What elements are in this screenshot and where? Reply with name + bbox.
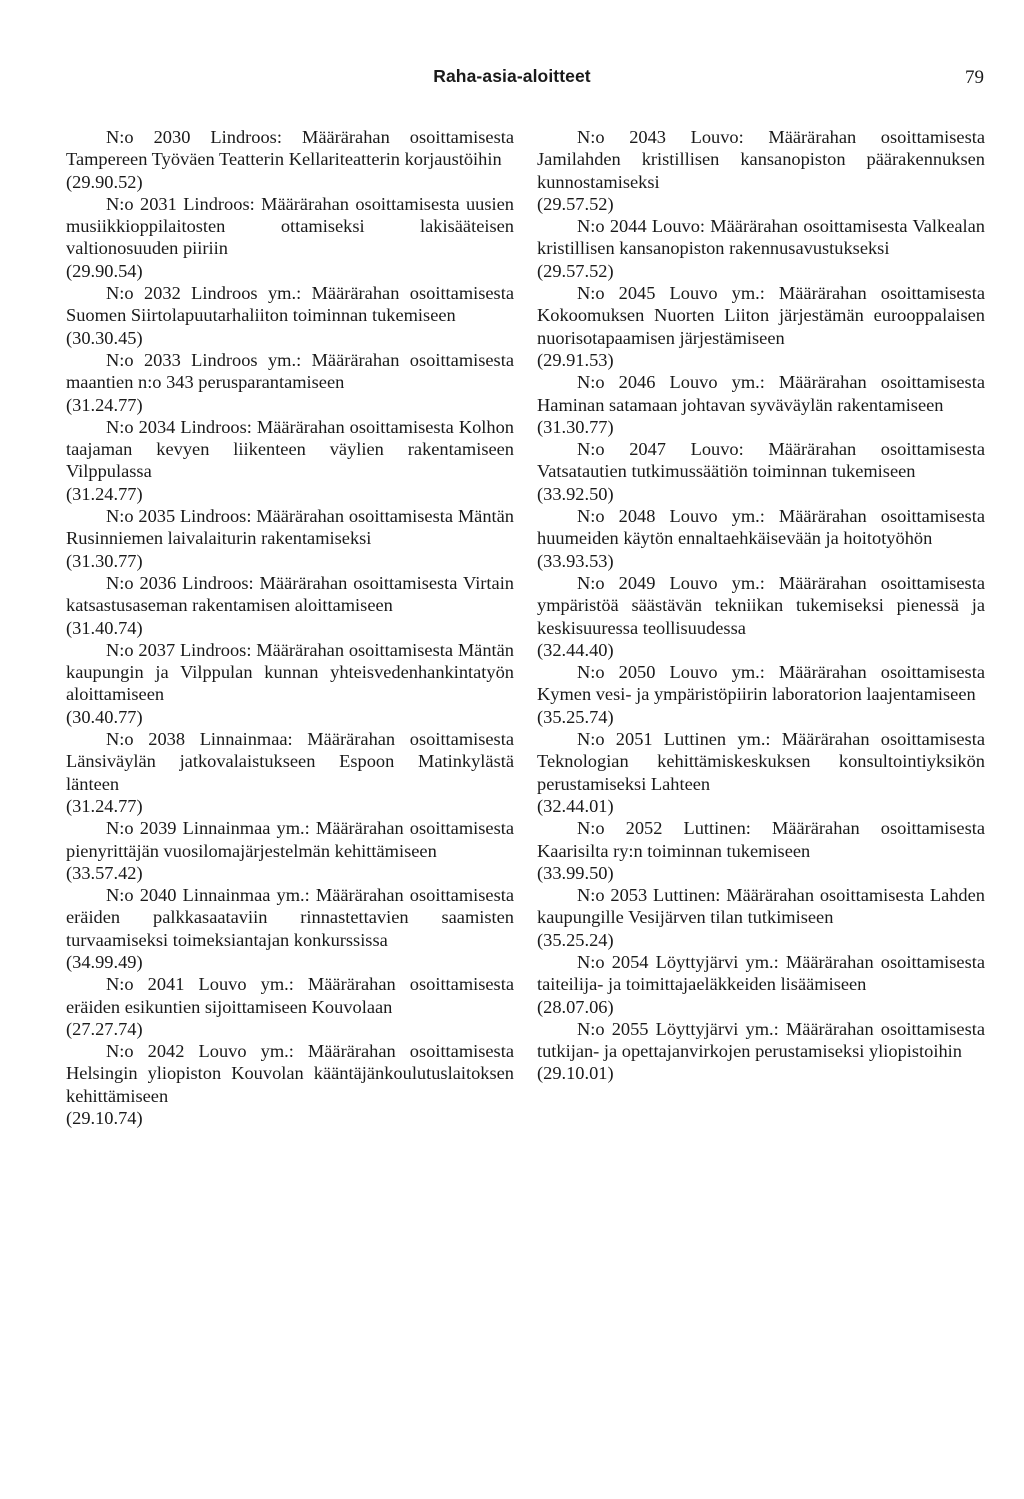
entry-text: N:o 2035 Lindroos: Määrärahan osoittamisesta Mäntän Rusinniemen laivalaiturin rakentamiseksi <box>66 506 514 549</box>
entry-text: N:o 2053 Luttinen: Määrärahan osoittamisesta Lahden kaupungille Vesijärven tilan tutkimiseen <box>537 885 985 928</box>
entry-code: (31.30.77) <box>537 416 614 437</box>
entry-2051 <box>537 728 985 817</box>
entry-2046 <box>537 371 985 438</box>
entry-code: (30.40.77) <box>66 706 143 727</box>
entry-2039 <box>66 817 514 884</box>
entry-2043 <box>537 126 985 215</box>
entry-2040 <box>66 884 514 973</box>
entry-code: (32.44.40) <box>537 639 614 660</box>
entry-code: (29.57.52) <box>537 193 614 214</box>
page-number: 79 <box>965 67 984 88</box>
entry-2034 <box>66 416 514 505</box>
entry-code: (32.44.01) <box>537 795 614 816</box>
entry-code: (30.30.45) <box>66 327 143 348</box>
entry-2030 <box>66 126 514 193</box>
entry-text: N:o 2030 Lindroos: Määrärahan osoittamisesta Tampereen Työväen Teatterin Kellariteatterin korjaustöihin <box>66 127 514 170</box>
entry-text: N:o 2050 Louvo ym.: Määrärahan osoittamisesta Kymen vesi- ja ympäristöpiirin laboratorion laajentamiseen <box>537 662 985 705</box>
entry-2048 <box>537 505 985 572</box>
entry-text: N:o 2055 Löyttyjärvi ym.: Määrärahan osoittamisesta tutkijan- ja opettajanvirkojen perustamiseksi yliopistoihin <box>537 1018 985 1062</box>
entry-code: (33.93.53) <box>537 550 614 571</box>
right-column <box>537 126 985 1085</box>
entry-2038 <box>66 728 514 817</box>
entry-code: (31.40.74) <box>66 617 143 638</box>
entry-text: N:o 2042 Louvo ym.: Määrärahan osoittamisesta Helsingin yliopiston Kouvolan kääntäjänkoulutuslaitoksen kehittämiseen <box>66 1041 514 1106</box>
entry-code: (34.99.49) <box>66 951 143 972</box>
entry-code: (33.99.50) <box>537 862 614 883</box>
entry-2054 <box>537 951 985 1018</box>
entry-2044 <box>537 215 985 282</box>
page-header-title: Raha-asia-aloitteet <box>433 66 591 86</box>
entry-2031 <box>66 193 514 282</box>
entry-code: (33.57.42) <box>66 862 143 883</box>
entry-text: N:o 2039 Linnainmaa ym.: Määrärahan osoittamisesta pienyrittäjän vuosilomajärjestelmän kehittämiseen <box>66 818 514 861</box>
entry-text: N:o 2045 Louvo ym.: Määrärahan osoittamisesta Kokoomuksen Nuorten Liiton järjestämän eurooppalaisen nuorisotapaamisen järjestämiseen <box>537 283 985 348</box>
entry-text: N:o 2032 Lindroos ym.: Määrärahan osoittamisesta Suomen Siirtolapuutarhaliiton toiminnan tukemiseen <box>66 283 514 326</box>
entry-text: N:o 2048 Louvo ym.: Määrärahan osoittamisesta huumeiden käytön ennaltaehkäisevään ja hoitotyöhön <box>537 506 985 549</box>
entry-2032 <box>66 282 514 349</box>
entry-code: (27.27.74) <box>66 1018 143 1039</box>
entry-text: N:o 2031 Lindroos: Määrärahan osoittamisesta uusien musiikkioppilaitosten ottamiseksi lakisääteisen valtionosuuden piiriin <box>66 193 514 259</box>
entry-text: N:o 2040 Linnainmaa ym.: Määrärahan osoittamisesta eräiden palkkasaataviin rinnastettavien saamisten turvaamiseksi toimeksiantajan konkurssissa <box>66 885 514 950</box>
entry-code: (29.10.01) <box>537 1063 614 1084</box>
entry-2045 <box>537 282 985 371</box>
entry-text: N:o 2054 Löyttyjärvi ym.: Määrärahan osoittamisesta taiteilija- ja toimittajaeläkkeiden lisäämiseen <box>537 951 985 995</box>
entry-text: N:o 2046 Louvo ym.: Määrärahan osoittamisesta Haminan satamaan johtavan syväväylän rakentamiseen <box>537 372 985 415</box>
entry-2033 <box>66 349 514 416</box>
entry-text: N:o 2036 Lindroos: Määrärahan osoittamisesta Virtain katsastusaseman rakentamisen aloittamiseen <box>66 572 514 616</box>
entry-code: (28.07.06) <box>537 996 614 1017</box>
entry-code: (29.57.52) <box>537 260 614 281</box>
entry-code: (31.24.77) <box>66 483 143 504</box>
entry-text: N:o 2033 Lindroos ym.: Määrärahan osoittamisesta maantien n:o 343 perusparantamiseen <box>66 349 514 393</box>
entry-code: (29.90.54) <box>66 260 143 281</box>
entry-text: N:o 2044 Louvo: Määrärahan osoittamisesta Valkealan kristillisen kansanopiston rakennusavustukseksi <box>537 216 985 259</box>
entry-2037 <box>66 639 514 728</box>
entry-2035 <box>66 505 514 572</box>
entry-text: N:o 2049 Louvo ym.: Määrärahan osoittamisesta ympäristöä säästävän tekniikan tukemiseksi pienessä ja keskisuuressa teollisuudessa <box>537 572 985 638</box>
entry-text: N:o 2047 Louvo: Määrärahan osoittamisesta Vatsatautien tutkimussäätiön toiminnan tukemiseen <box>537 439 985 482</box>
entry-2047 <box>537 438 985 505</box>
entry-2052 <box>537 817 985 884</box>
entry-text: N:o 2051 Luttinen ym.: Määrärahan osoittamisesta Teknologian kehittämiskeskuksen konsultointiyksikön perustamiseksi Lahteen <box>537 729 985 794</box>
entry-2041 <box>66 973 514 1040</box>
entry-text: N:o 2038 Linnainmaa: Määrärahan osoittamisesta Länsiväylän jatkovalaistukseen Espoon Matinkylästä länteen <box>66 729 514 794</box>
entry-code: (31.30.77) <box>66 550 143 571</box>
entry-2050 <box>537 661 985 728</box>
entry-code: (29.10.74) <box>66 1108 143 1129</box>
entry-code: (33.92.50) <box>537 483 614 504</box>
entry-code: (31.24.77) <box>66 795 143 816</box>
entry-2042 <box>66 1040 514 1129</box>
entry-2053 <box>537 884 985 951</box>
entry-2036 <box>66 572 514 639</box>
left-column <box>66 126 514 1129</box>
entry-text: N:o 2052 Luttinen: Määrärahan osoittamisesta Kaarisilta ry:n toiminnan tukemiseen <box>537 818 985 861</box>
entry-2049 <box>537 572 985 661</box>
entry-text: N:o 2041 Louvo ym.: Määrärahan osoittamisesta eräiden esikuntien sijoittamiseen Kouvolaan <box>66 974 514 1017</box>
entry-code: (29.91.53) <box>537 349 614 370</box>
entry-2055 <box>537 1018 985 1085</box>
entry-text: N:o 2034 Lindroos: Määrärahan osoittamisesta Kolhon taajaman kevyen liikenteen väylien rakentamiseen Vilppulassa <box>66 416 514 482</box>
entry-code: (35.25.24) <box>537 929 614 950</box>
entry-code: (31.24.77) <box>66 394 143 415</box>
entry-code: (29.90.52) <box>66 171 143 192</box>
entry-code: (35.25.74) <box>537 706 614 727</box>
entry-text: N:o 2043 Louvo: Määrärahan osoittamisesta Jamilahden kristillisen kansanopiston päärakennuksen kunnostamiseksi <box>537 127 985 192</box>
entry-text: N:o 2037 Lindroos: Määrärahan osoittamisesta Mäntän kaupungin ja Vilppulan kunnan yhteisvedenhankintatyön aloittamiseen <box>66 639 514 705</box>
